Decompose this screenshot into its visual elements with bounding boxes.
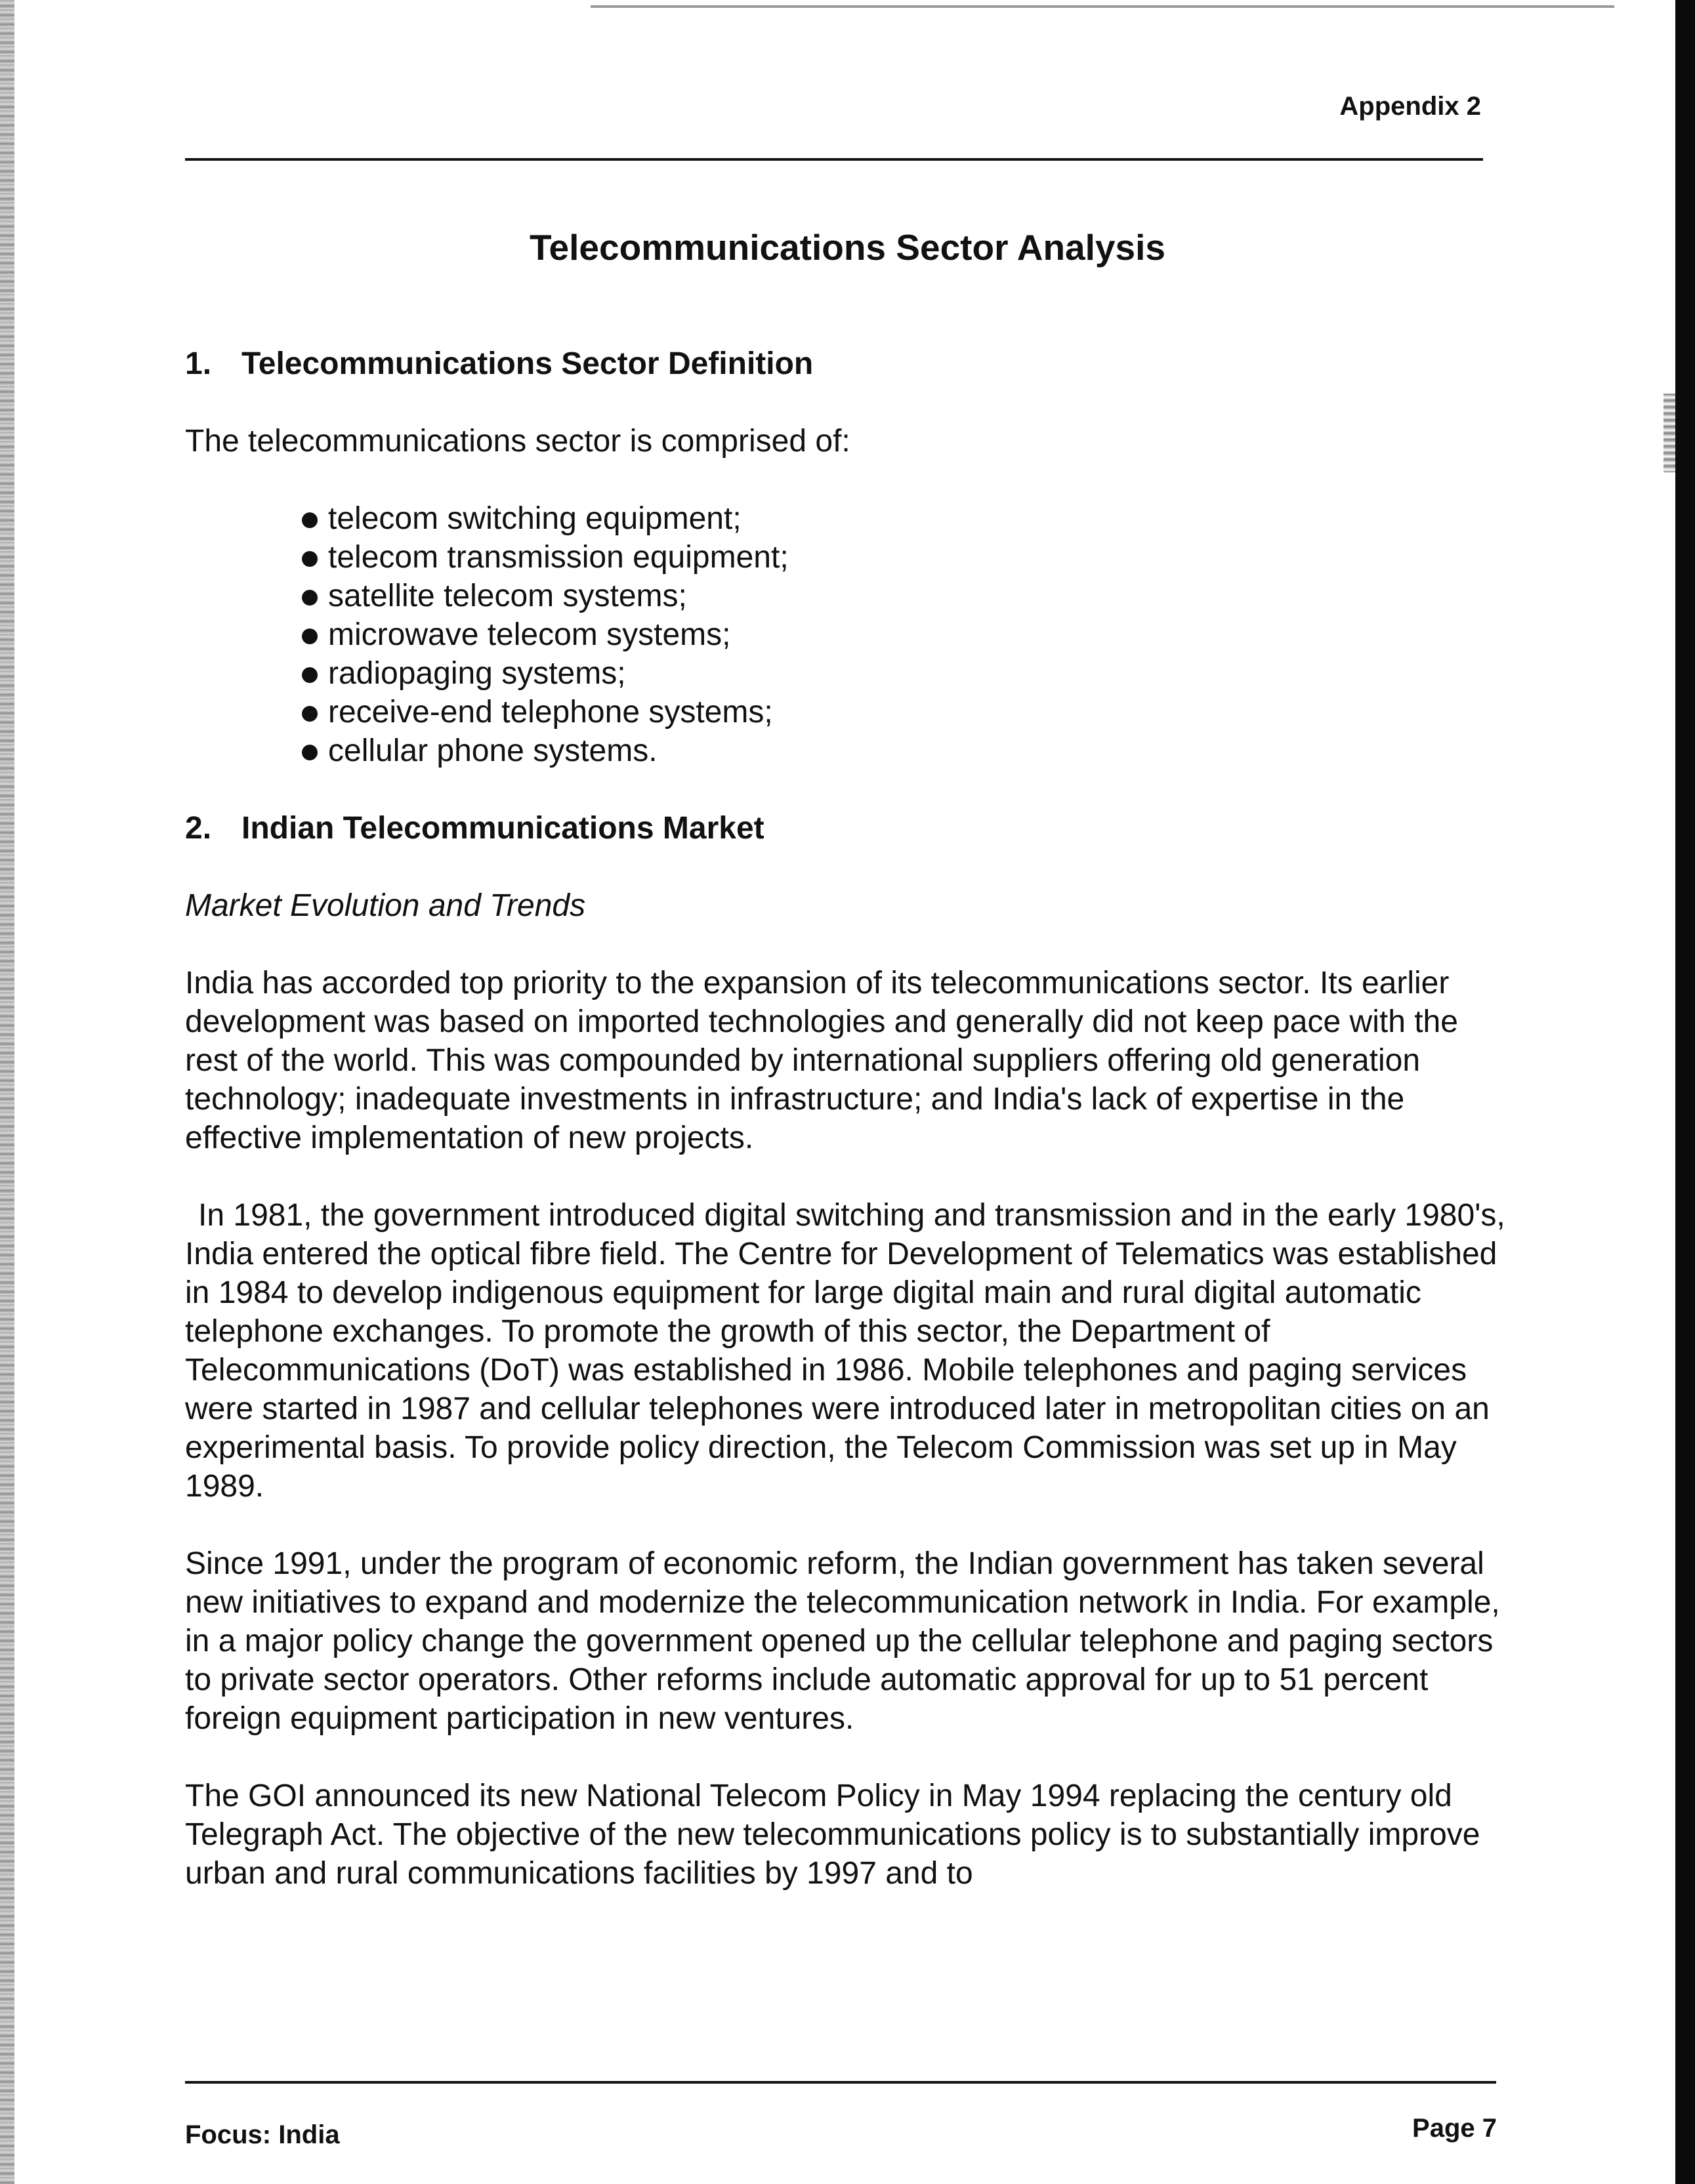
list-item-text: telecom switching equipment; — [328, 501, 742, 536]
bullet-icon — [302, 667, 318, 683]
scan-edge-right — [1675, 0, 1695, 2184]
scan-edge-left — [0, 0, 14, 2184]
list-item-text: receive-end telephone systems; — [328, 695, 773, 730]
sector-list — [185, 499, 1517, 770]
bullet-icon — [302, 745, 318, 760]
list-item-text: satellite telecom systems; — [328, 579, 687, 613]
list-item — [302, 499, 1517, 538]
footer-rule — [185, 2081, 1496, 2084]
page-title: Telecommunications Sector Analysis — [530, 227, 1165, 268]
paragraph: In 1981, the government introduced digital switching and transmission and in the early 1980's, India entered the optical fibre field. The Centre for Development of Telematics was established in 1984 to develop indigenous equipment for large digital main and rural digital automatic telephone exchanges. To promote the growth of this sector, the Department of Telecommunications (DoT) was established in 1986. Mobile telephones and paging services were started in 1987 and cellular telephones were introduced later in metropolitan cities on an experimental basis. To provide policy direction, the Telecom Commission was set up in May 1989. — [185, 1198, 1505, 1504]
bullet-icon — [302, 551, 318, 567]
scan-edge-top — [591, 5, 1614, 8]
list-item — [302, 538, 1517, 577]
paragraph: The GOI announced its new National Telecom Policy in May 1994 replacing the century old Telegraph Act. The objective of the new telecommunications policy is to substantially improve urban and rural communications facilities by 1997 and to — [185, 1779, 1480, 1891]
section-1-heading — [185, 344, 1517, 383]
scan-edge-notch — [1664, 394, 1675, 472]
header-rule — [185, 158, 1483, 161]
section-1-title: Telecommunications Sector Definition — [241, 346, 814, 381]
section-2-title: Indian Telecommunications Market — [241, 811, 764, 846]
document-body — [185, 344, 1517, 1931]
list-item — [302, 615, 1517, 654]
list-item — [302, 693, 1517, 731]
list-item-text: radiopaging systems; — [328, 656, 626, 691]
paragraph: India has accorded top priority to the expansion of its telecommunications sector. Its earlier development was based on imported technologies and generally did not keep pace with the rest of the world. This was compounded by international suppliers offering old generation technology; inadequate investments in infrastructure; and India's lack of expertise in the effective implementation of new projects. — [185, 966, 1458, 1155]
bullet-icon — [302, 512, 318, 528]
bullet-icon — [302, 590, 318, 606]
list-item-text: telecom transmission equipment; — [328, 540, 789, 575]
list-item-text: cellular phone systems. — [328, 733, 658, 768]
list-item-text: microwave telecom systems; — [328, 617, 731, 652]
section-1-number: 1. — [185, 346, 212, 381]
list-item — [302, 654, 1517, 693]
list-item — [302, 577, 1517, 615]
section-1-intro: The telecommunications sector is comprised of: — [185, 424, 850, 459]
page-number: Page 7 — [1412, 2114, 1497, 2143]
bullet-icon — [302, 628, 318, 644]
footer-left-label: Focus: India — [185, 2120, 340, 2149]
section-2-subheading: Market Evolution and Trends — [185, 888, 586, 923]
list-item — [302, 731, 1517, 770]
paragraph: Since 1991, under the program of economic reform, the Indian government has taken several new initiatives to expand and modernize the telecommunication network in India. For example, in a major policy change the government opened up the cellular telephone and paging sectors to private sector operators. Other reforms include automatic approval for up to 51 percent foreign equipment participation in new ventures. — [185, 1546, 1500, 1736]
section-2-heading — [185, 809, 1517, 848]
section-2-number: 2. — [185, 811, 212, 846]
header-label: Appendix 2 — [1339, 92, 1481, 121]
bullet-icon — [302, 706, 318, 722]
